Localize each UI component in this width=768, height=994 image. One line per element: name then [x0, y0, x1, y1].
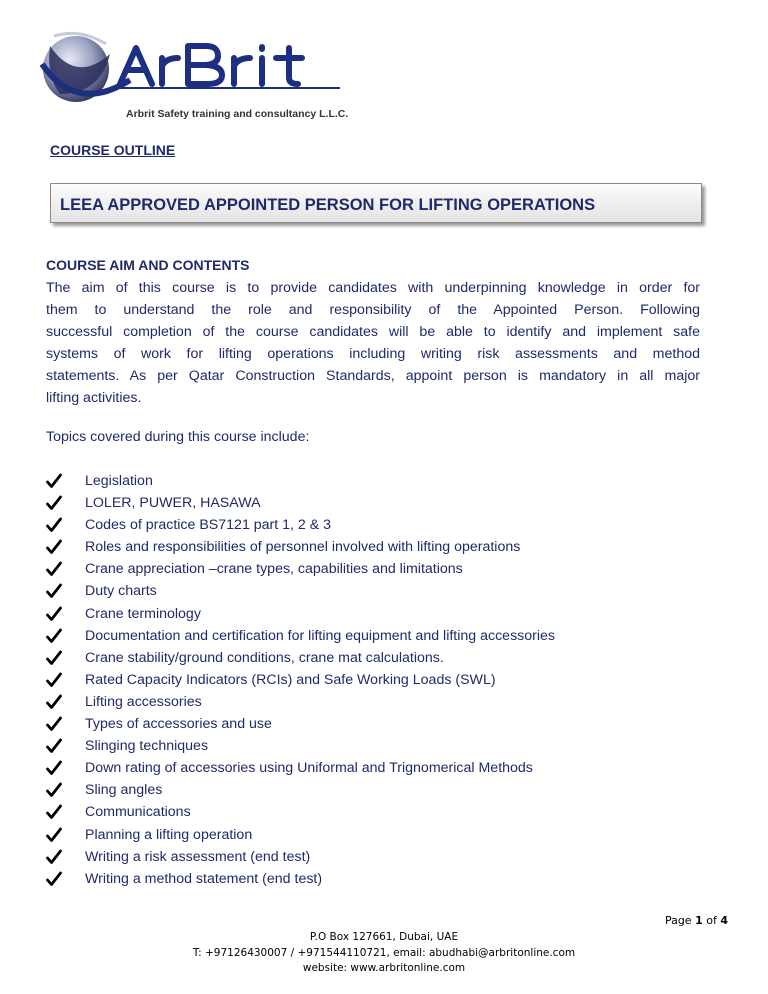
checkmark-icon: [46, 495, 62, 511]
topic-label: Communications: [85, 804, 191, 821]
checkmark-icon: [46, 694, 62, 710]
topic-label: Codes of practice BS7121 part 1, 2 & 3: [85, 517, 332, 534]
topic-label: Rated Capacity Indicators (RCIs) and Safe Working Loads (SWL): [85, 671, 496, 688]
checkmark-icon: [46, 539, 62, 555]
topic-label: Sling angles: [85, 782, 163, 799]
topic-label: Writing a risk assessment (end test): [85, 848, 311, 865]
aim-line: systems of work for lifting operations including writing risk assessments and method: [46, 346, 700, 362]
aim-line: them to understand the role and responsibility of the Appointed Person. Following: [46, 302, 700, 318]
checkmark-icon: [46, 583, 62, 599]
topic-label: Crane stability/ground conditions, crane mat calculations.: [85, 649, 444, 666]
checkmark-icon: [46, 849, 62, 865]
company-logo: [40, 24, 360, 134]
course-title: LEEA APPROVED APPOINTED PERSON FOR LIFTING OPERATIONS: [60, 196, 596, 214]
topic-label: Writing a method statement (end test): [85, 870, 323, 887]
checkmark-icon: [46, 827, 62, 843]
topic-label: Crane terminology: [85, 605, 201, 622]
topic-label: LOLER, PUWER, HASAWA: [85, 495, 261, 512]
aim-line: The aim of this course is to provide candidates with underpinning knowledge in order for: [46, 280, 700, 296]
footer-contact: T: +97126430007 / +971544110721, email: abudhabi@arbritonline.com: [192, 946, 576, 959]
topic-label: Down rating of accessories using Uniformal and Trignomerical Methods: [85, 760, 533, 777]
course-outline-heading: COURSE OUTLINE: [50, 142, 176, 158]
checkmark-icon: [46, 782, 62, 798]
checkmark-icon: [46, 760, 62, 776]
aim-paragraph: [46, 277, 700, 409]
aim-line: successful completion of the course candidates will be able to identify and implement safe: [46, 324, 700, 340]
page-number: [665, 914, 728, 927]
checkmark-icon: [46, 871, 62, 887]
topic-label: Slinging techniques: [85, 738, 209, 755]
topic-label: Crane appreciation –crane types, capabilities and limitations: [85, 561, 463, 578]
page-current: 1: [695, 914, 703, 927]
company-tagline: Arbrit Safety training and consultancy L.L.C.: [126, 108, 349, 120]
topic-label: Types of accessories and use: [85, 716, 272, 733]
checkmark-icon: [46, 738, 62, 754]
page-total: 4: [720, 914, 728, 927]
topic-label: Documentation and certification for lifting equipment and lifting accessories: [85, 627, 556, 644]
aim-line: lifting activities.: [46, 390, 142, 406]
checkmark-icon: [46, 628, 62, 644]
page-label: Page: [664, 914, 692, 927]
topic-label: Lifting accessories: [85, 693, 202, 710]
checkmark-icon: [46, 517, 62, 533]
topic-label: Planning a lifting operation: [85, 826, 253, 843]
course-title-banner: [50, 183, 702, 223]
checkmark-icon: [46, 606, 62, 622]
checkmark-icon: [46, 650, 62, 666]
topics-intro: Topics covered during this course include:: [46, 429, 310, 445]
topic-label: Roles and responsibilities of personnel involved with lifting operations: [85, 539, 521, 556]
aim-heading: COURSE AIM AND CONTENTS: [46, 257, 250, 273]
footer-address: P.O Box 127661, Dubai, UAE: [309, 931, 459, 943]
checkmark-icon: [46, 716, 62, 732]
checkmark-icon: [46, 672, 62, 688]
checkmark-icon: [46, 473, 62, 489]
footer: [0, 930, 768, 977]
aim-line: statements. As per Qatar Construction Standards, appoint person is mandatory in all major: [46, 368, 700, 384]
checkmark-icon: [46, 804, 62, 820]
page-of: of: [706, 914, 717, 927]
topic-label: Duty charts: [85, 583, 157, 600]
footer-website: website: www.arbritonline.com: [302, 962, 466, 974]
checkmark-icon: [46, 561, 62, 577]
topic-label: Legislation: [85, 473, 153, 489]
